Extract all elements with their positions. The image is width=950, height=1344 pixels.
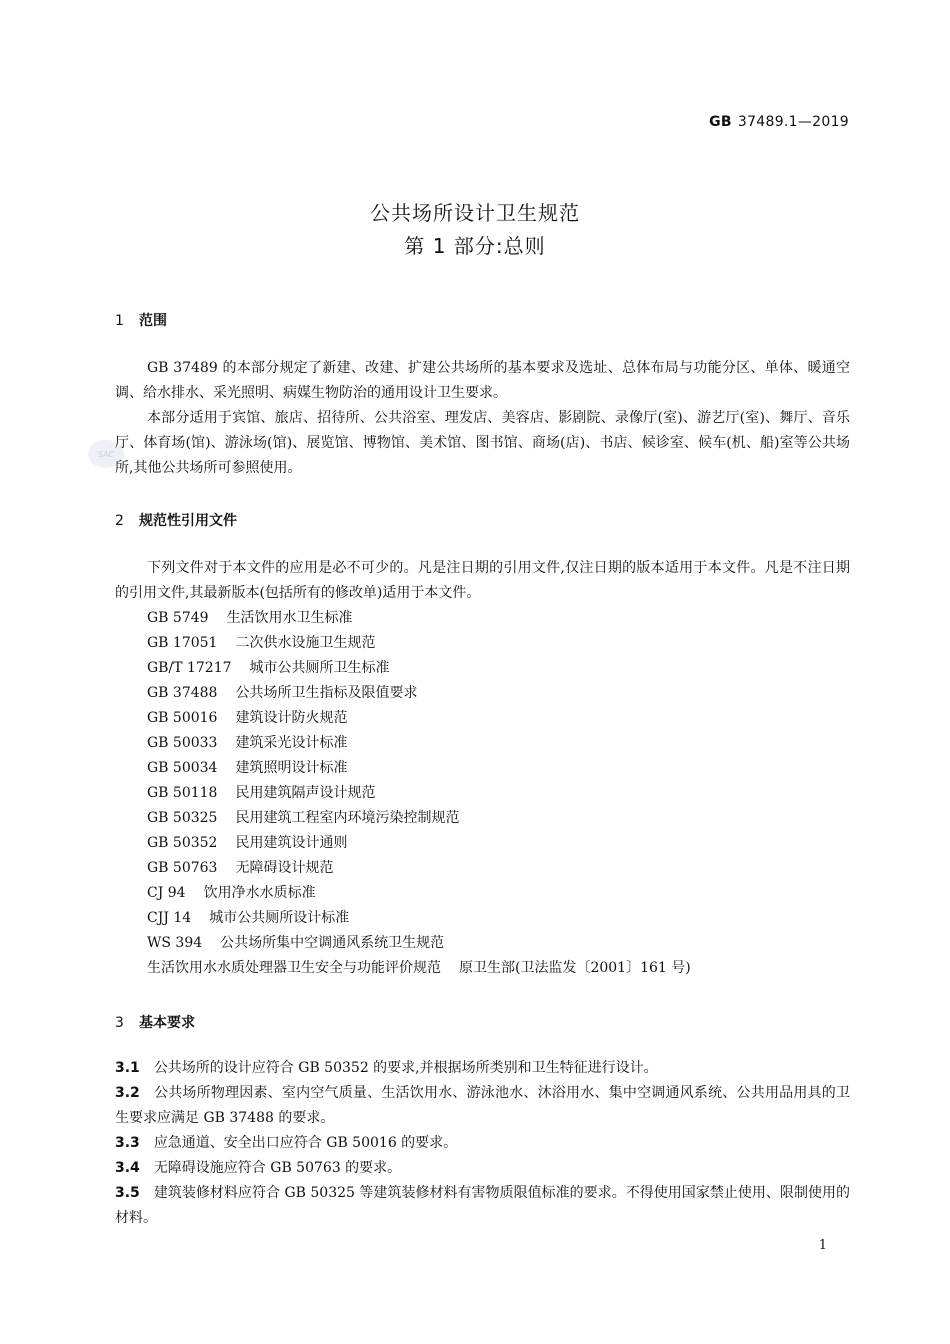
document-title: 公共场所设计卫生规范: [370, 201, 580, 225]
list-item: 生活饮用水水质处理器卫生安全与功能评价规范 原卫生部(卫法监发〔2001〕161 号): [147, 960, 691, 976]
section-2-heading: [115, 510, 237, 530]
clause-3-4: 3.4 无障碍设施应符合 GB 50763 的要求。: [115, 1160, 402, 1176]
section-1-heading: [115, 310, 167, 330]
list-item: GB 50016 建筑设计防火规范: [147, 710, 348, 726]
section-number: 2: [115, 513, 124, 529]
clause-3-3: 3.3 应急通道、安全出口应符合 GB 50016 的要求。: [115, 1135, 458, 1151]
section-title: 范围: [139, 313, 167, 329]
page-number: 1: [818, 1238, 827, 1253]
clause-3-5: 3.5 建筑装修材料应符合 GB 50325 等建筑装修材料有害物质限值标准的要求。不得使用国家禁止使用、限制使用的材料。: [115, 1185, 850, 1226]
section-title: 规范性引用文件: [139, 513, 237, 529]
list-item: GB/T 17217 城市公共厕所卫生标准: [147, 660, 390, 676]
references-intro: 下列文件对于本文件的应用是必不可少的。凡是注日期的引用文件,仅注日期的版本适用于本文件。凡是不注日期的引用文件,其最新版本(包括所有的修改单)适用于本文件。: [115, 560, 850, 601]
list-item: GB 50033 建筑采光设计标准: [147, 735, 348, 751]
list-item: GB 5749 生活饮用水卫生标准: [147, 610, 353, 626]
section-3-heading: [115, 1012, 195, 1032]
clause-3-1: 3.1 公共场所的设计应符合 GB 50352 的要求,并根据场所类别和卫生特征进行设计。: [115, 1060, 658, 1076]
standard-code: [709, 114, 849, 130]
clause-3-2: 3.2 公共场所物理因素、室内空气质量、生活饮用水、游泳池水、沐浴用水、集中空调通风系统、公共用品用具的卫生要求应满足 GB 37488 的要求。: [115, 1085, 850, 1126]
list-item: WS 394 公共场所集中空调通风系统卫生规范: [147, 935, 445, 951]
list-item: CJ 94 饮用净水水质标准: [147, 885, 316, 901]
list-item: GB 50763 无障碍设计规范: [147, 860, 334, 876]
list-item: GB 50118 民用建筑隔声设计规范: [147, 785, 376, 801]
list-item: GB 50034 建筑照明设计标准: [147, 760, 348, 776]
sac-watermark-icon: SAC: [88, 440, 124, 468]
section-title: 基本要求: [139, 1015, 195, 1031]
scope-paragraph-1: GB 37489 的本部分规定了新建、改建、扩建公共场所的基本要求及选址、总体布局与功能分区、单体、暖通空调、给水排水、采光照明、病媒生物防治的通用设计卫生要求。: [115, 360, 850, 401]
section-number: 1: [115, 313, 124, 329]
section-number: 3: [115, 1015, 124, 1031]
document-subtitle: 第 1 部分:总则: [404, 234, 546, 258]
list-item: CJJ 14 城市公共厕所设计标准: [147, 910, 350, 926]
scope-paragraph-2: 本部分适用于宾馆、旅店、招待所、公共浴室、理发店、美容店、影剧院、录像厅(室)、游艺厅(室)、舞厅、音乐厅、体育场(馆)、游泳场(馆)、展览馆、博物馆、美术馆、图书馆、商场(店)、书店、候诊室、候车(机、船)室等公共场所,其他公共场所可参照使用。: [115, 410, 850, 476]
list-item: GB 50325 民用建筑工程室内环境污染控制规范: [147, 810, 460, 826]
normative-references-list: [147, 606, 691, 981]
standard-prefix: GB: [709, 114, 732, 130]
list-item: GB 37488 公共场所卫生指标及限值要求: [147, 685, 418, 701]
list-item: GB 17051 二次供水设施卫生规范: [147, 635, 376, 651]
list-item: GB 50352 民用建筑设计通则: [147, 835, 348, 851]
standard-number: 37489.1—2019: [737, 114, 849, 130]
